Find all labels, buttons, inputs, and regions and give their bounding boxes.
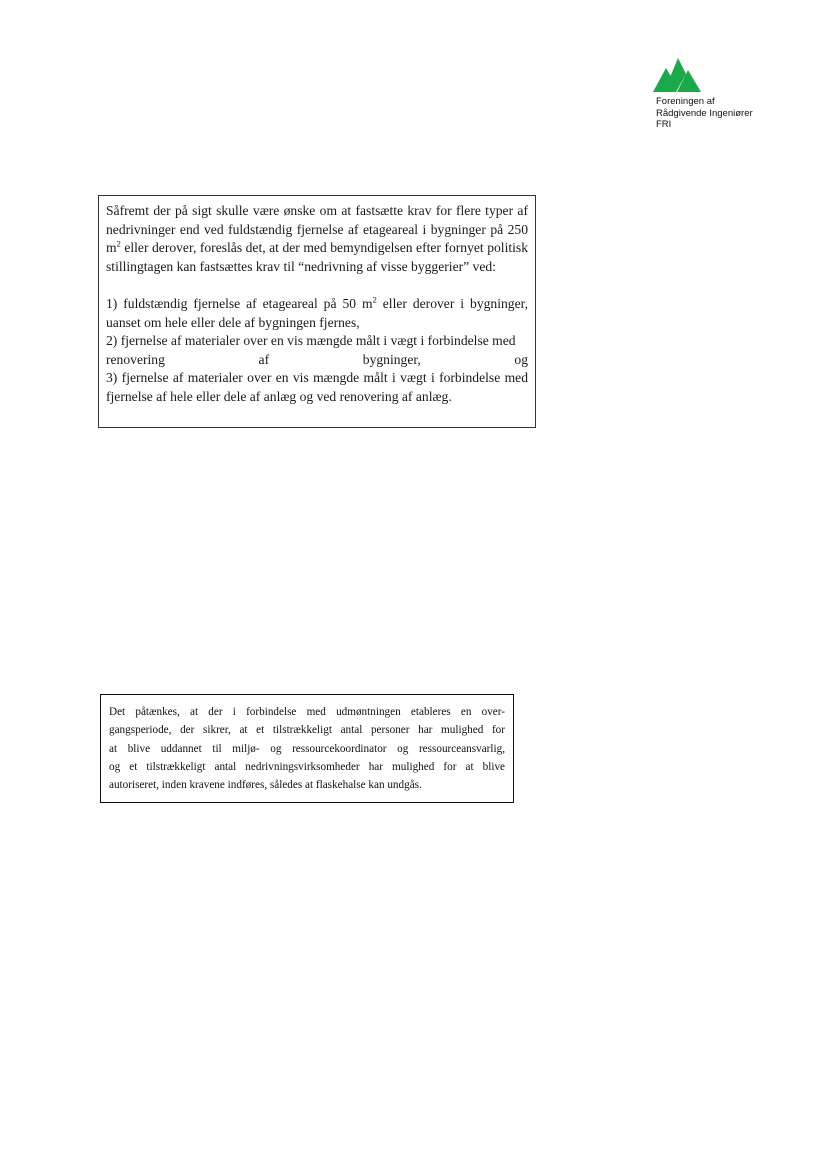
quote-box-nedrivning: [98, 195, 536, 428]
quote1-intro-text-a: Såfremt der på sigt skulle være ønske om at fastsætte krav for flere typer af nedrivninger end ved fuldstændig fjernelse af etageareal i bygninger på 250 m: [106, 203, 528, 256]
word-renovering: renovering: [106, 351, 165, 367]
quote1-item1-text-a: 1) fuldstændig fjernelse af etageareal på 50 m: [106, 295, 373, 311]
quote2-line-2: gangsperiode, der sikrer, at et tilstrækkeligt antal personer har mulighed for: [109, 724, 505, 737]
logo-line-1: Foreningen af: [656, 96, 715, 107]
quote1-intro-text-b: eller derover, foreslås det, at der med bemyndigelsen efter fornyet politisk stillingtagen kan fastsættes krav til “nedrivning af visse byggerier” ved:: [106, 240, 528, 274]
logo-text: [656, 96, 753, 131]
logo-line-2: Rådgivende Ingeniører: [656, 107, 753, 119]
word-bygninger: bygninger,: [362, 351, 421, 367]
quote1-item-3: 3) fjernelse af materialer over en vis mængde målt i vægt i forbindelse med fjernelse af hele eller dele af anlæg og ved renovering af anlæg.: [106, 370, 528, 404]
quote1-intro: [106, 202, 528, 276]
quote2-line-3: at blive uddannet til miljø- og ressourcekoordinator og ressourceansvarlig,: [109, 742, 505, 755]
word-af: af: [258, 351, 270, 367]
quote1-intro-superscript: 2: [116, 238, 121, 249]
quote2-line-4: og et tilstrækkeligt antal nedrivningsvirksomheder har mulighed for at blive: [109, 760, 505, 773]
quote-box-overgangsperiode: [100, 694, 514, 803]
fri-logo-icon: [653, 52, 701, 92]
quote1-item-1: [106, 295, 528, 332]
quote2-line-5: autoriseret, inden kravene indføres, således at flaskehalse kan undgås.: [109, 779, 422, 792]
quote2-line-1: Det påtænkes, at der i forbindelse med udmøntningen etableres en over-: [109, 706, 505, 718]
word-og: og: [514, 351, 528, 367]
paragraph-gap: [106, 276, 528, 295]
quote1-item-2-continuation: [106, 351, 528, 370]
quote1-item1-text-b: eller derover i bygninger, uanset om hele eller dele af bygningen fjernes,: [106, 295, 528, 330]
quote1-item1-superscript: 2: [372, 294, 377, 305]
logo-line-3: FRI: [656, 119, 672, 130]
quote1-item-2: 2) fjernelse af materialer over en vis mængde målt i vægt i forbindelse med: [106, 333, 516, 349]
